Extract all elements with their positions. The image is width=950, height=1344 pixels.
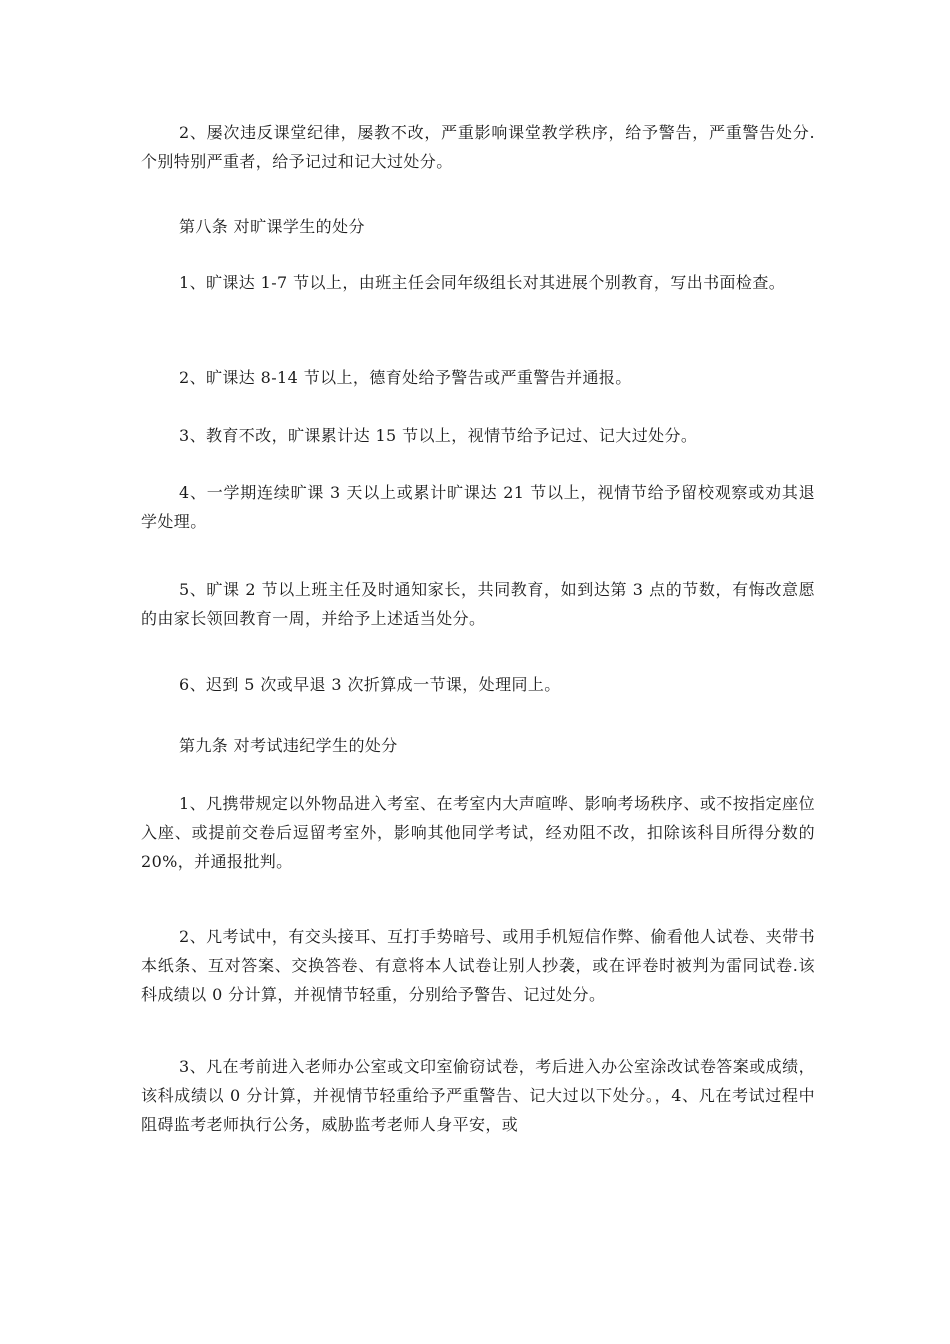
paragraph-article-8-item-2: 2、旷课达 8-14 节以上，德育处给予警告或严重警告并通报。 [179, 368, 632, 387]
section-heading-article-8: 第八条 对旷课学生的处分 [179, 217, 365, 236]
paragraph-article-8-item-4: 4、一学期连续旷课 3 天以上或累计旷课达 21 节以上，视情节给予留校观察或劝其退学处理。 [141, 483, 815, 531]
paragraph-article-8-item-5: 5、旷课 2 节以上班主任及时通知家长，共同教育，如到达第 3 点的节数，有悔改意愿的由家长领回教育一周，并给予上述适当处分。 [141, 580, 815, 628]
paragraph-article-9-item-2: 2、凡考试中，有交头接耳、互打手势暗号、或用手机短信作弊、偷看他人试卷、夹带书本纸条、互对答案、交换答卷、有意将本人试卷让别人抄袭，或在评卷时被判为雷同试卷.该科成绩以 0 分计算，并视情节轻重，分别给予警告、记过处分。 [141, 927, 815, 1004]
paragraph-article-8-item-3: 3、教育不改，旷课累计达 15 节以上，视情节给予记过、记大过处分。 [179, 426, 698, 445]
paragraph-article-9-item-1: 1、凡携带规定以外物品进入考室、在考室内大声喧哗、影响考场秩序、或不按指定座位入座、或提前交卷后逗留考室外，影响其他同学考试，经劝阻不改，扣除该科目所得分数的 20%，并通报批判。 [141, 794, 815, 871]
paragraph-article-8-item-6: 6、迟到 5 次或早退 3 次折算成一节课，处理同上。 [179, 675, 561, 694]
paragraph-article-8-item-1: 1、旷课达 1-7 节以上，由班主任会同年级组长对其进展个别教育，写出书面检查。 [179, 273, 786, 292]
paragraph-article-9-item-3: 3、凡在考前进入老师办公室或文印室偷窃试卷，考后进入办公室涂改试卷答案或成绩，该科成绩以 0 分计算，并视情节轻重给予严重警告、记大过以下处分。，4、凡在考试过程中阻碍监考老师执行公务，威胁监考老师人身平安，或 [141, 1057, 815, 1134]
section-heading-article-9: 第九条 对考试违纪学生的处分 [179, 736, 398, 755]
paragraph-rule-7-item-2: 2、屡次违反课堂纪律，屡教不改，严重影响课堂教学秩序，给予警告，严重警告处分.个别特别严重者，给予记过和记大过处分。 [141, 123, 815, 171]
